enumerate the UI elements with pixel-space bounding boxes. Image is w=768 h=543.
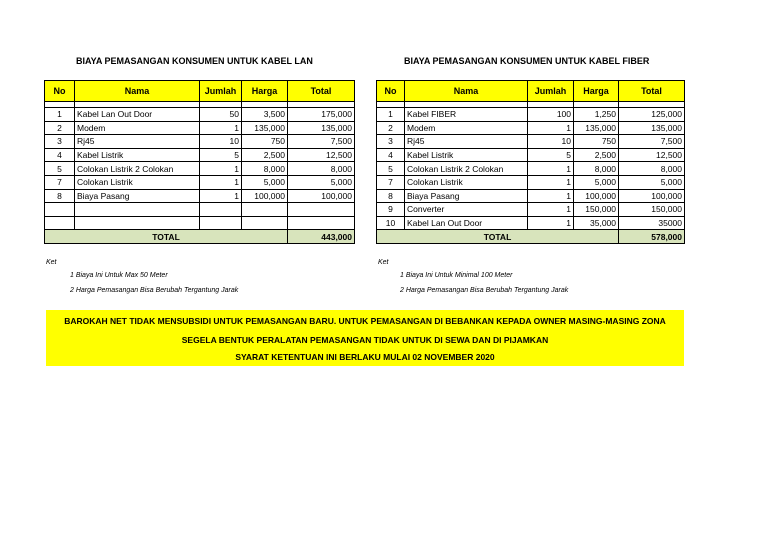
- fiber-table-title: BIAYA PEMASANGAN KONSUMEN UNTUK KABEL FIBER: [404, 56, 650, 66]
- cell-jumlah: [200, 216, 242, 230]
- cell-nama: Modem: [75, 121, 200, 135]
- cell-harga: 750: [242, 135, 288, 149]
- cell-jumlah: 1: [200, 175, 242, 189]
- cell-total: 135,000: [288, 121, 355, 135]
- notice-banner: [46, 310, 684, 366]
- table-row: [377, 148, 685, 162]
- cell-total: 35000: [619, 216, 685, 230]
- cell-total: 12,500: [288, 148, 355, 162]
- table-row: [377, 216, 685, 230]
- header-col-jumlah: Jumlah: [528, 81, 574, 102]
- cell-nama: Kabel Listrik: [75, 148, 200, 162]
- cell-nama: Colokan Listrik 2 Colokan: [405, 162, 528, 176]
- cell-total: 5,000: [288, 175, 355, 189]
- table-row: [377, 135, 685, 149]
- table-row: [377, 121, 685, 135]
- total-row: [377, 230, 685, 244]
- cell-total: 7,500: [619, 135, 685, 149]
- cell-harga: 8,000: [242, 162, 288, 176]
- cell-harga: 5,000: [574, 175, 619, 189]
- cell-jumlah: 1: [200, 189, 242, 203]
- cell-nama: Colokan Listrik: [405, 175, 528, 189]
- cell-no: 3: [45, 135, 75, 149]
- cell-no: 4: [45, 148, 75, 162]
- cell-jumlah: 1: [528, 216, 574, 230]
- cell-harga: [242, 216, 288, 230]
- cell-no: 3: [377, 135, 405, 149]
- cell-total: 150,000: [619, 203, 685, 217]
- cell-harga: 8,000: [574, 162, 619, 176]
- cell-jumlah: 1: [528, 189, 574, 203]
- cell-jumlah: 1: [528, 121, 574, 135]
- cell-no: 2: [377, 121, 405, 135]
- table-row: [377, 189, 685, 203]
- total-row: [45, 230, 355, 244]
- cell-total: 8,000: [288, 162, 355, 176]
- cell-jumlah: 10: [528, 135, 574, 149]
- cell-jumlah: 10: [200, 135, 242, 149]
- fiber-cost-table: [376, 80, 685, 244]
- cell-harga: 5,000: [242, 175, 288, 189]
- header-col-jumlah: Jumlah: [200, 81, 242, 102]
- table-row: [377, 203, 685, 217]
- cell-total: 12,500: [619, 148, 685, 162]
- table-row: [45, 108, 355, 122]
- table-row: [45, 216, 355, 230]
- cell-total: 135,000: [619, 121, 685, 135]
- cell-no: 4: [377, 148, 405, 162]
- table-row: [45, 148, 355, 162]
- notice-line-2: SEGELA BENTUK PERALATAN PEMASANGAN TIDAK UNTUK DI SEWA DAN DI PIJAMKAN: [181, 335, 549, 345]
- cell-harga: 2,500: [242, 148, 288, 162]
- fiber-note-2: 2 Harga Pemasangan Bisa Berubah Tergantung Jarak: [400, 287, 569, 294]
- cell-no: 9: [377, 203, 405, 217]
- cell-no: 10: [377, 216, 405, 230]
- cell-no: [45, 216, 75, 230]
- table-row: [45, 203, 355, 217]
- cell-jumlah: 50: [200, 108, 242, 122]
- cell-harga: 3,500: [242, 108, 288, 122]
- cell-nama: Kabel FIBER: [405, 108, 528, 122]
- header-col-no: No: [45, 81, 75, 102]
- header-col-nama: Nama: [75, 81, 200, 102]
- cell-jumlah: 100: [528, 108, 574, 122]
- cell-total: 5,000: [619, 175, 685, 189]
- cell-harga: 750: [574, 135, 619, 149]
- total-label: TOTAL: [45, 230, 288, 244]
- cell-nama: Modem: [405, 121, 528, 135]
- cell-jumlah: 5: [528, 148, 574, 162]
- cell-jumlah: 1: [528, 175, 574, 189]
- cell-harga: 100,000: [242, 189, 288, 203]
- cell-nama: [75, 216, 200, 230]
- cell-no: 8: [45, 189, 75, 203]
- header-col-total: Total: [288, 81, 355, 102]
- cell-no: 8: [377, 189, 405, 203]
- cell-harga: [242, 203, 288, 217]
- header-col-harga: Harga: [574, 81, 619, 102]
- cell-nama: Kabel Lan Out Door: [75, 108, 200, 122]
- header-col-nama: Nama: [405, 81, 528, 102]
- cell-harga: 135,000: [574, 121, 619, 135]
- cell-nama: Kabel Listrik: [405, 148, 528, 162]
- total-label: TOTAL: [377, 230, 619, 244]
- table-row: [45, 135, 355, 149]
- table-header-row: [45, 81, 355, 102]
- cell-nama: Colokan Listrik: [75, 175, 200, 189]
- header-col-no: No: [377, 81, 405, 102]
- header-col-harga: Harga: [242, 81, 288, 102]
- cell-jumlah: [200, 203, 242, 217]
- cell-total: 100,000: [288, 189, 355, 203]
- cell-nama: Rj45: [405, 135, 528, 149]
- fiber-note-1: 1 Biaya Ini Untuk Minimal 100 Meter: [400, 272, 513, 279]
- table-row: [377, 162, 685, 176]
- cell-jumlah: 1: [200, 162, 242, 176]
- cell-no: 7: [377, 175, 405, 189]
- cell-harga: 100,000: [574, 189, 619, 203]
- cell-no: 5: [377, 162, 405, 176]
- cell-harga: 35,000: [574, 216, 619, 230]
- table-row: [45, 121, 355, 135]
- cell-nama: Colokan Listrik 2 Colokan: [75, 162, 200, 176]
- cell-no: 1: [377, 108, 405, 122]
- table-row: [377, 108, 685, 122]
- lan-note-1: 1 Biaya Ini Untuk Max 50 Meter: [70, 272, 168, 279]
- notice-line-3: SYARAT KETENTUAN INI BERLAKU MULAI 02 NOVEMBER 2020: [235, 352, 495, 362]
- cell-total: 8,000: [619, 162, 685, 176]
- cell-total: 125,000: [619, 108, 685, 122]
- cell-nama: Kabel Lan Out Door: [405, 216, 528, 230]
- cell-jumlah: 5: [200, 148, 242, 162]
- table-row: [45, 189, 355, 203]
- cell-no: 7: [45, 175, 75, 189]
- cell-harga: 2,500: [574, 148, 619, 162]
- table-row: [45, 162, 355, 176]
- cell-no: 2: [45, 121, 75, 135]
- cell-no: 1: [45, 108, 75, 122]
- cell-harga: 1,250: [574, 108, 619, 122]
- fiber-ket-label: Ket: [378, 259, 389, 266]
- table-row: [377, 175, 685, 189]
- lan-cost-table: [44, 80, 355, 244]
- table-header-row: [377, 81, 685, 102]
- cell-total: 175,000: [288, 108, 355, 122]
- lan-table-title: BIAYA PEMASANGAN KONSUMEN UNTUK KABEL LAN: [76, 56, 313, 66]
- cell-nama: Biaya Pasang: [405, 189, 528, 203]
- cell-jumlah: 1: [528, 162, 574, 176]
- lan-note-2: 2 Harga Pemasangan Bisa Berubah Tergantung Jarak: [70, 287, 239, 294]
- table-row: [45, 175, 355, 189]
- cell-total: 7,500: [288, 135, 355, 149]
- header-col-total: Total: [619, 81, 685, 102]
- cell-total: [288, 216, 355, 230]
- lan-ket-label: Ket: [46, 259, 57, 266]
- cell-harga: 150,000: [574, 203, 619, 217]
- cell-nama: Rj45: [75, 135, 200, 149]
- cell-jumlah: 1: [200, 121, 242, 135]
- cell-no: 5: [45, 162, 75, 176]
- cell-harga: 135,000: [242, 121, 288, 135]
- total-value: 443,000: [288, 230, 355, 244]
- cell-nama: [75, 203, 200, 217]
- cell-total: [288, 203, 355, 217]
- total-value: 578,000: [619, 230, 685, 244]
- notice-line-1: BAROKAH NET TIDAK MENSUBSIDI UNTUK PEMASANGAN BARU. UNTUK PEMASANGAN DI BEBANKAN KEPADA OWNER MASING-MASING ZONA: [64, 316, 666, 326]
- cell-nama: Biaya Pasang: [75, 189, 200, 203]
- cell-jumlah: 1: [528, 203, 574, 217]
- cell-total: 100,000: [619, 189, 685, 203]
- cell-no: [45, 203, 75, 217]
- cell-nama: Converter: [405, 203, 528, 217]
